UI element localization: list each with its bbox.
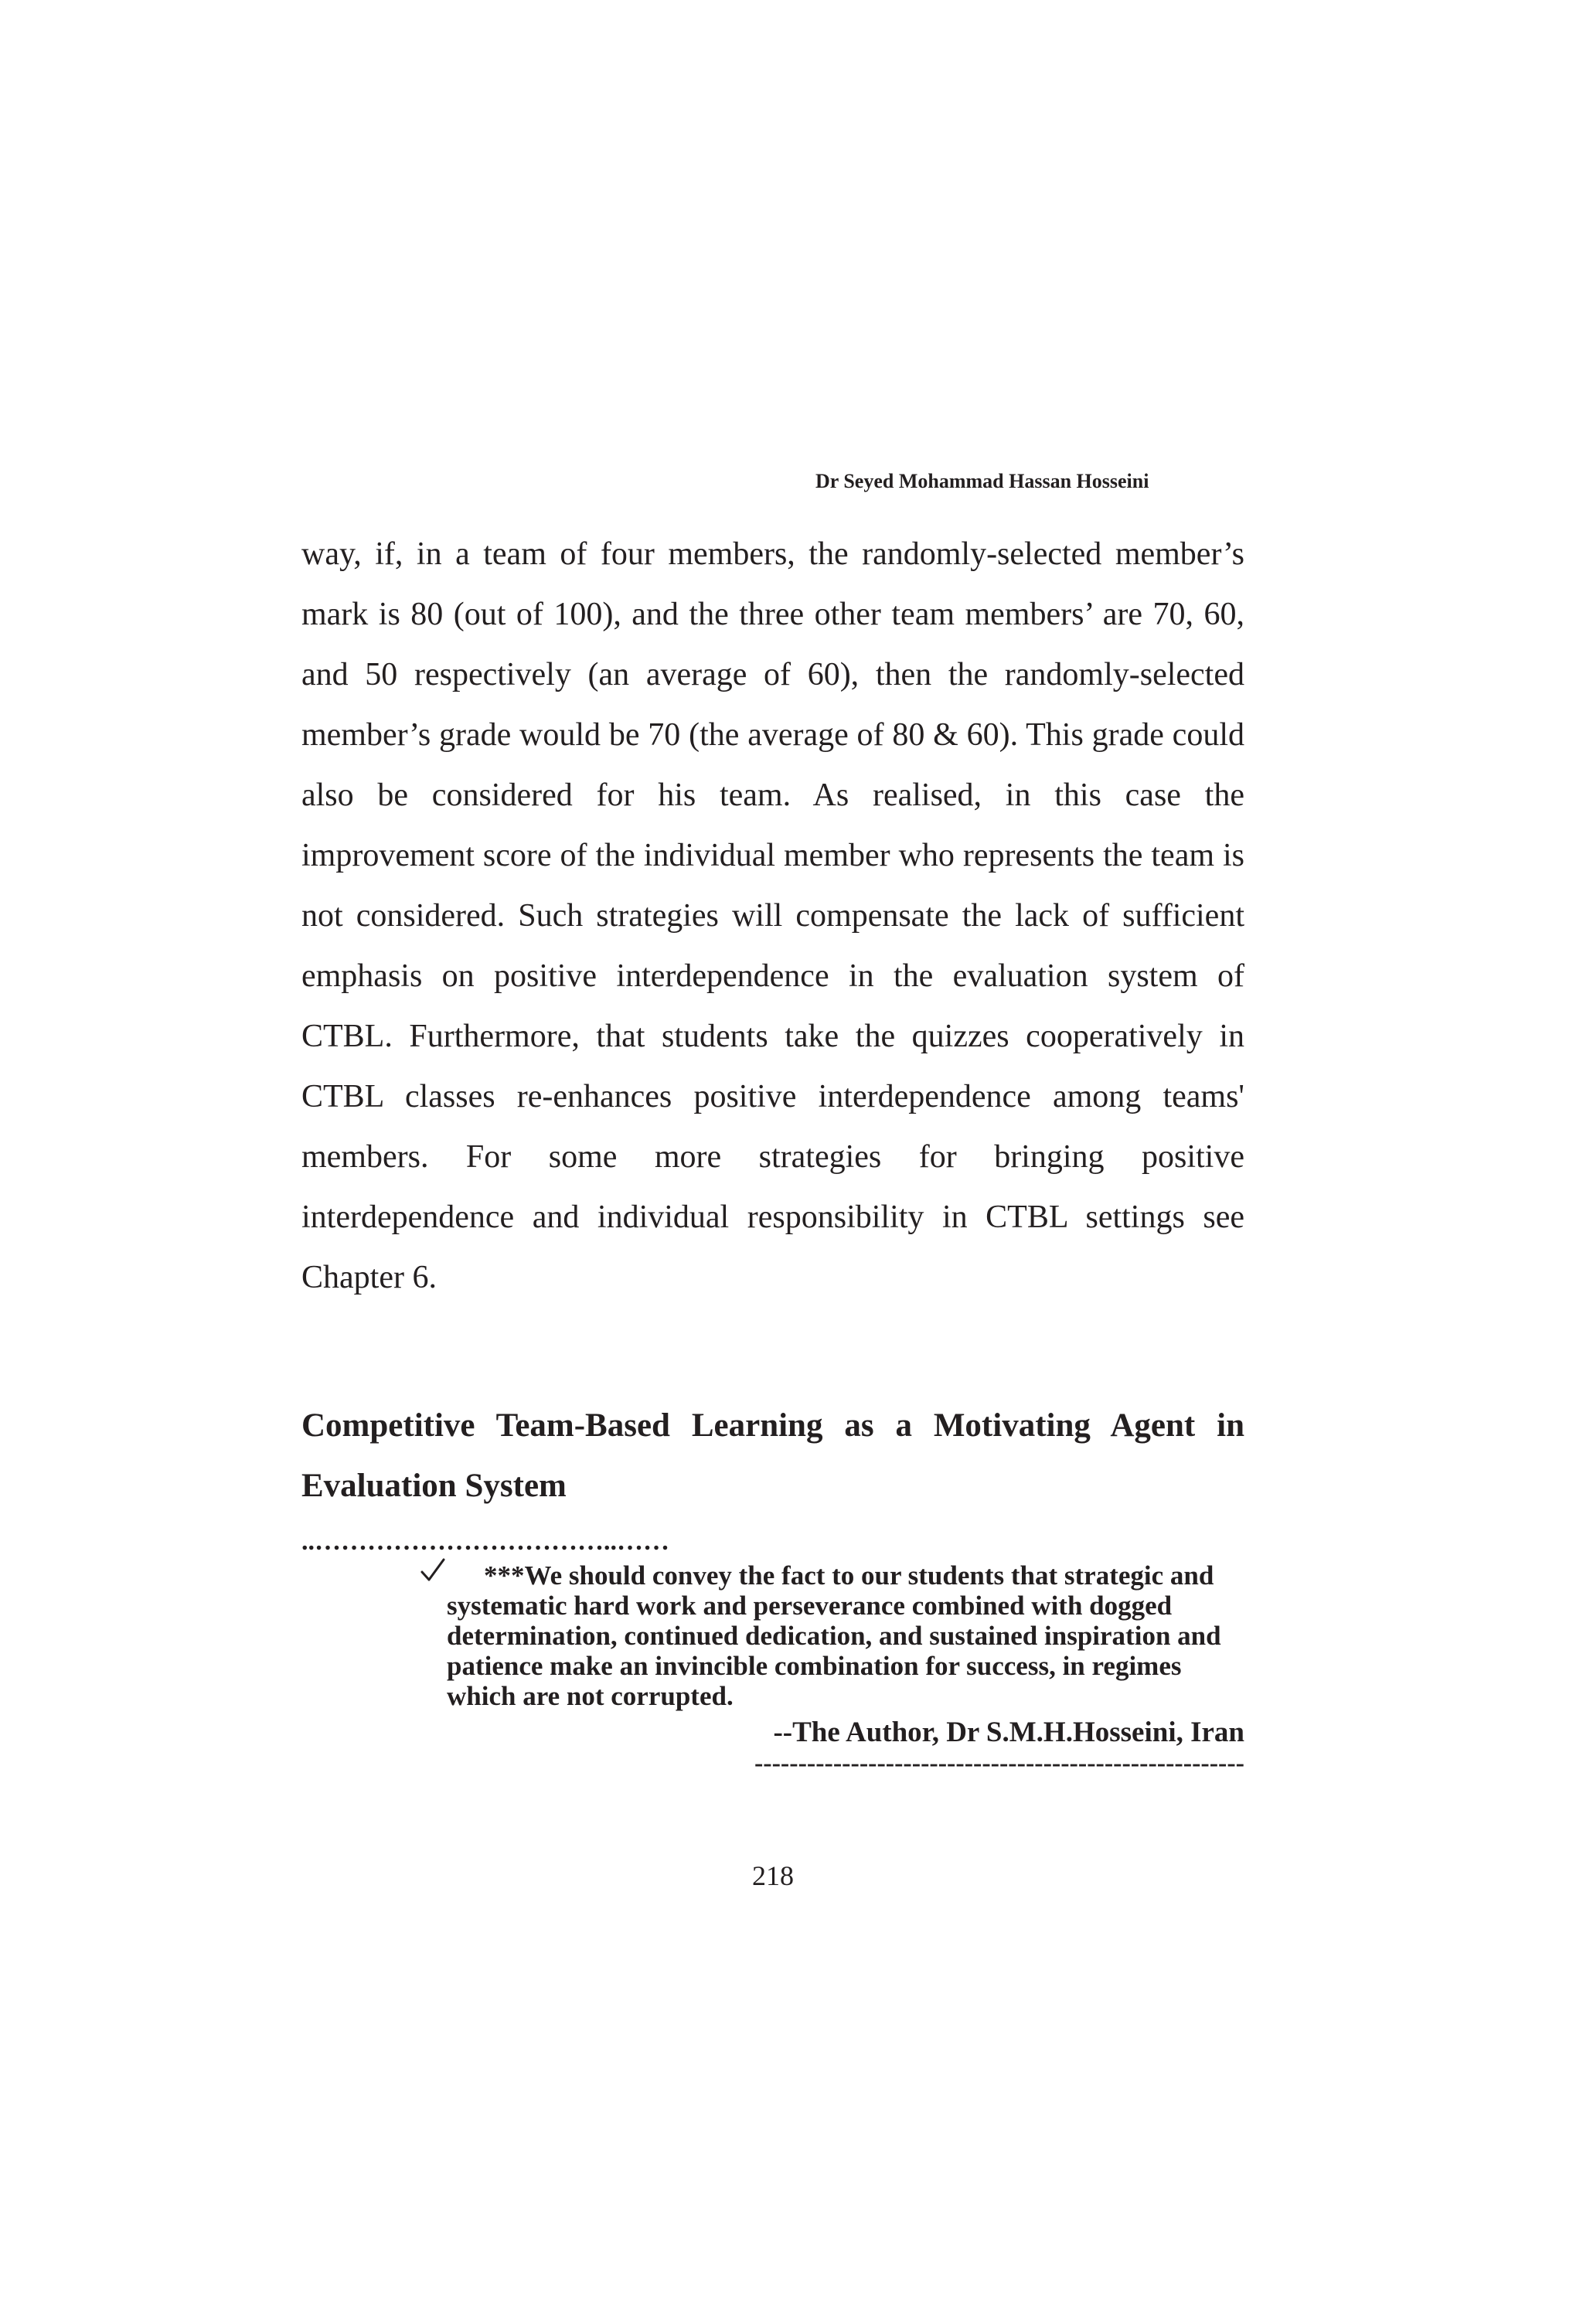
quote-attribution: --The Author, Dr S.M.H.Hosseini, Iran xyxy=(773,1717,1244,1748)
dashed-rule: -------------------------------------------------------- xyxy=(754,1749,1244,1778)
dotted-rule: ..……………………………..…… xyxy=(301,1527,669,1556)
page-number: 218 xyxy=(752,1860,794,1891)
check-mark-icon xyxy=(417,1555,448,1586)
quote-text: ***We should convey the fact to our students that strategic and systematic hard work and perseverance combined with dogged determination, continued dedication, and sustained inspiration and patience make an invincible combination for success, in regimes which are not corrupted. xyxy=(447,1560,1221,1711)
section-heading: Competitive Team-Based Learning as a Motivating Agent in Evaluation System xyxy=(301,1407,1244,1504)
running-header: Dr Seyed Mohammad Hassan Hosseini xyxy=(815,470,1149,492)
body-paragraph: way, if, in a team of four members, the randomly-selected member’s mark is 80 (out of 100), and the three other team members’ are 70, 60, and 50 respectively (an average of 60), then the randomly-selected member’s grade would be 70 (the average of 80 & 60). This grade could also be considered for his team. As realised, in this case the improvement score of the individual member who represents the team is not considered. Such strategies will compensate the lack of sufficient emphasis on positive interdependence in the evaluation system of CTBL. Furthermore, that students take the quizzes cooperatively in CTBL classes re-enhances positive interdependence among teams' members. For some more strategies for bringing positive interdependence and individual responsibility in CTBL settings see Chapter 6. xyxy=(301,536,1244,1295)
